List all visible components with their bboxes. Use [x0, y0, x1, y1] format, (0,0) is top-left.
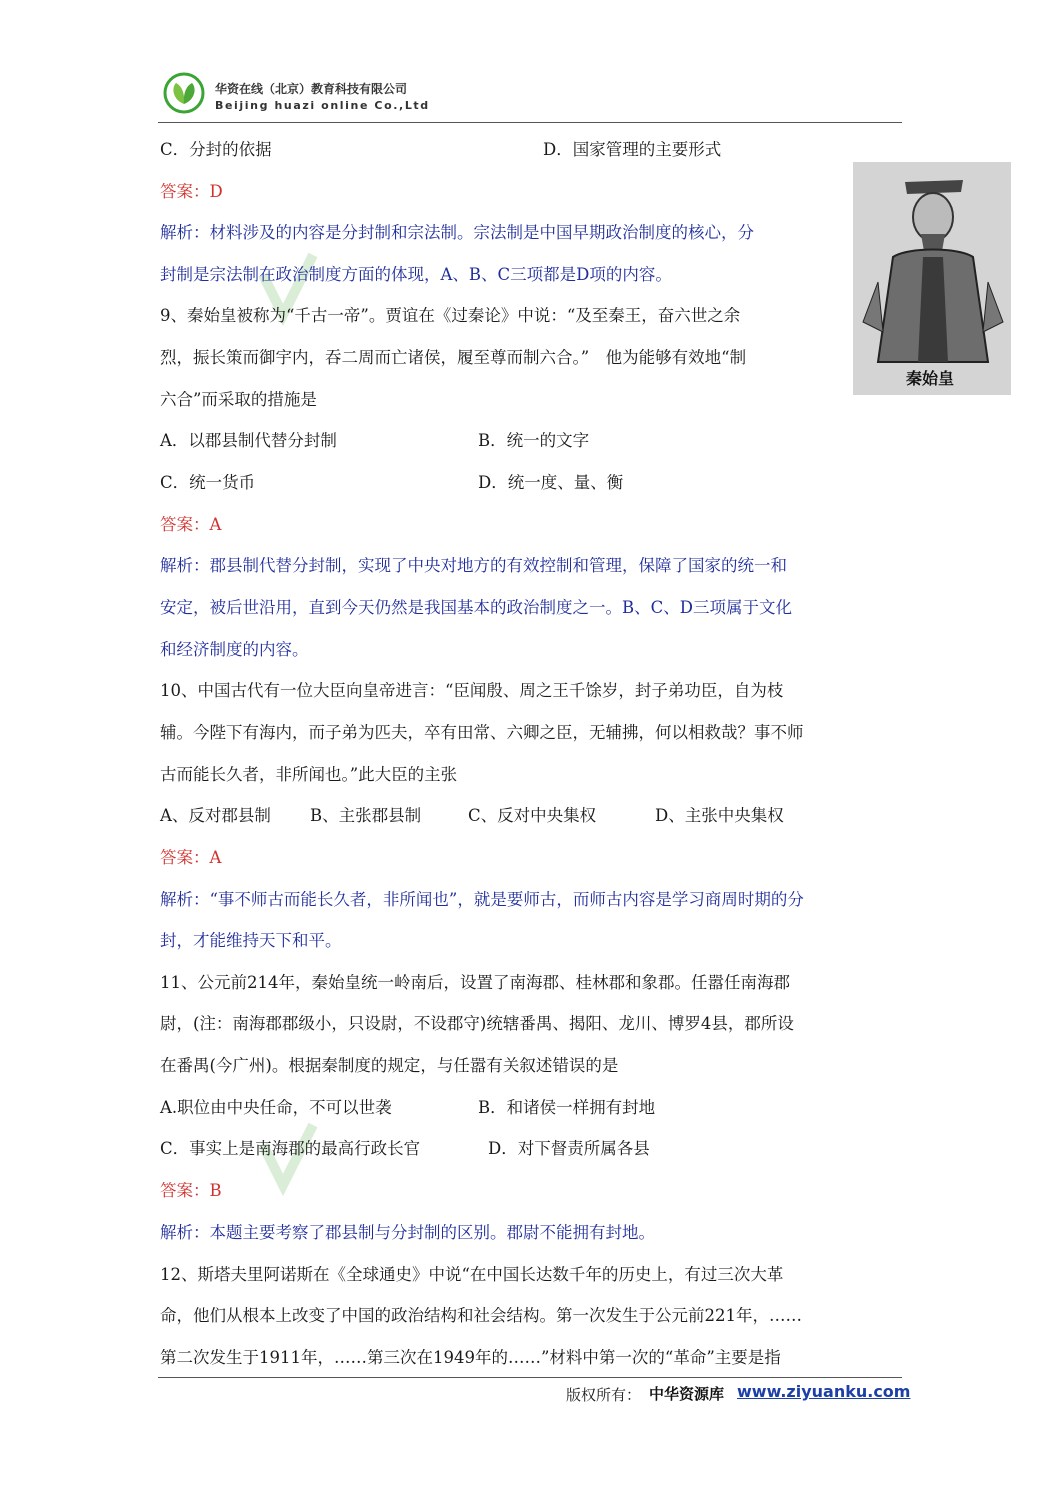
option-text: B．统一的文字 — [478, 431, 590, 450]
question-line: A、反对郡县制 — [160, 806, 271, 825]
company-name-cn: 华资在线（北京）教育科技有限公司 — [215, 82, 408, 96]
copyright-label: 版权所有： — [566, 1386, 642, 1404]
explanation-line: 解析：本题主要考察了郡县制与分封制的区别。郡尉不能拥有封地。 — [160, 1223, 655, 1242]
question-line: 10、中国古代有一位大臣向皇帝进言：“臣闻殷、周之王千馀岁，封子弟功臣，自为枝 — [160, 681, 784, 700]
explanation-line: 解析：材料涉及的内容是分封制和宗法制。宗法制是中国早期政治制度的核心，分 — [160, 223, 754, 242]
emperor-figure-icon — [853, 162, 1011, 395]
copyright-site-name: 中华资源库 — [649, 1385, 725, 1403]
explanation-line: 解析：“事不师古而能长久者，非所闻也”，就是要师古，而师古内容是学习商周时期的分 — [160, 890, 804, 909]
answer-line: 答案：A — [160, 515, 222, 534]
leaf-logo-icon — [163, 72, 205, 114]
question-line: C．分封的依据 — [160, 140, 272, 159]
explanation-line: 和经济制度的内容。 — [160, 640, 309, 659]
footer-link[interactable]: www.ziyuanku.com — [737, 1382, 911, 1401]
answer-line: 答案：B — [160, 1181, 222, 1200]
footer-divider — [158, 1377, 902, 1378]
question-line: 六合”而采取的措施是 — [160, 390, 317, 409]
option-text: B、主张郡县制 — [310, 806, 422, 825]
explanation-line: 封，才能维持天下和平。 — [160, 931, 342, 950]
portrait-image — [853, 162, 1011, 395]
portrait-caption: 秦始皇 — [906, 369, 955, 388]
question-line: 9、秦始皇被称为“千古一帝”。贾谊在《过秦论》中说：“及至秦王，奋六世之余 — [160, 306, 741, 325]
question-line: A．以郡县制代替分封制 — [160, 431, 337, 450]
header-divider — [158, 122, 902, 123]
question-line: 烈，振长策而御宇内，吞二周而亡诸侯，履至尊而制六合。” 他为能够有效地“制 — [160, 348, 747, 367]
explanation-line: 安定，被后世沿用，直到今天仍然是我国基本的政治制度之一。B、C、D三项属于文化 — [160, 598, 792, 617]
question-line: 辅。今陛下有海内，而子弟为匹夫，卒有田常、六卿之臣，无辅拂，何以相救哉？事不师 — [160, 723, 804, 742]
option-text: C、反对中央集权 — [468, 806, 597, 825]
question-line: 命，他们从根本上改变了中国的政治结构和社会结构。第一次发生于公元前221年，…… — [160, 1306, 802, 1325]
question-line: 第二次发生于1911年，……第三次在1949年的……”材料中第一次的“革命”主要是指 — [160, 1348, 781, 1367]
explanation-line: 封制是宗法制在政治制度方面的体现，A、B、C三项都是D项的内容。 — [160, 265, 672, 284]
question-line: 古而能长久者，非所闻也。”此大臣的主张 — [160, 765, 458, 784]
watermark-check-icon — [258, 1120, 438, 1200]
question-line: C．统一货币 — [160, 473, 256, 492]
question-line: C．事实上是南海郡的最高行政长官 — [160, 1139, 421, 1158]
company-name-en: Beijing huazi online Co.,Ltd — [215, 99, 430, 112]
watermark-2 — [258, 1120, 438, 1204]
option-text: B．和诸侯一样拥有封地 — [478, 1098, 656, 1117]
explanation-line: 解析：郡县制代替分封制，实现了中央对地方的有效控制和管理，保障了国家的统一和 — [160, 556, 787, 575]
question-line: A.职位由中央任命，不可以世袭 — [160, 1098, 392, 1117]
question-line: 11、公元前214年，秦始皇统一岭南后，设置了南海郡、桂林郡和象郡。任嚣任南海郡 — [160, 973, 790, 992]
question-line: 在番禺(今广州)。根据秦制度的规定，与任嚣有关叙述错误的是 — [160, 1056, 619, 1075]
answer-line: 答案：D — [160, 182, 223, 201]
option-text: D、主张中央集权 — [655, 806, 784, 825]
option-text: D．统一度、量、衡 — [478, 473, 624, 492]
question-line: 12、斯塔夫里阿诺斯在《全球通史》中说“在中国长达数千年的历史上，有过三次大革 — [160, 1265, 784, 1284]
answer-line: 答案：A — [160, 848, 222, 867]
option-text: D．国家管理的主要形式 — [543, 140, 722, 159]
option-text: D．对下督责所属各县 — [488, 1139, 650, 1158]
question-line: 尉，(注：南海郡郡级小，只设尉，不设郡守)统辖番禺、揭阳、龙川、博罗4县，郡所设 — [160, 1014, 794, 1033]
